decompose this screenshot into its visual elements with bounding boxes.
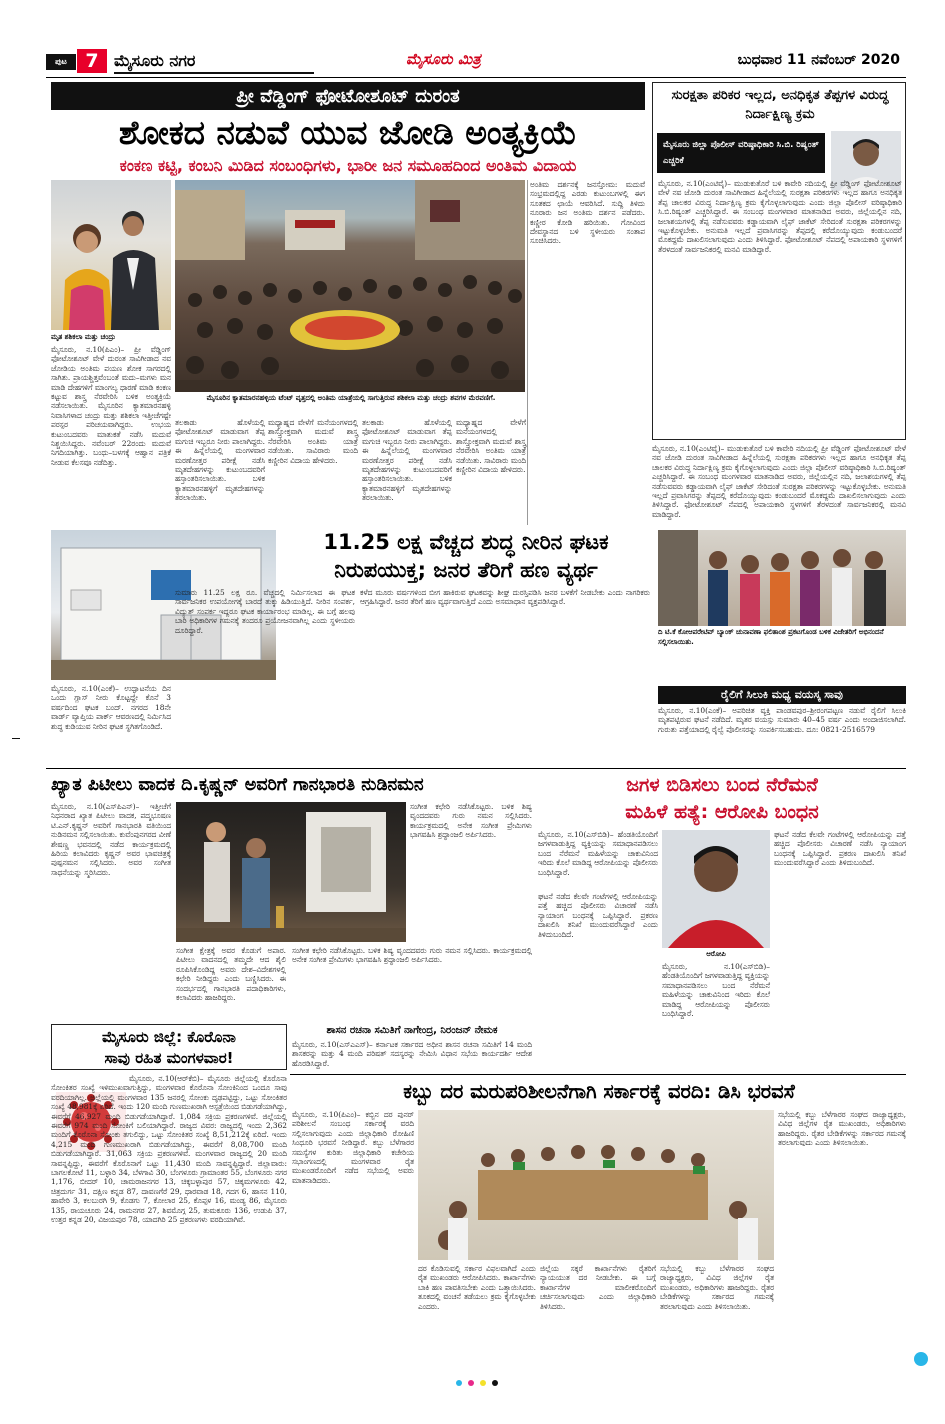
lead-kicker-banner — [51, 82, 645, 110]
officer-banner — [657, 133, 825, 173]
side-box — [652, 82, 906, 440]
crowd-photo — [175, 180, 525, 392]
registration-dot-black — [492, 1380, 498, 1386]
lead-col1: ಮೈಸೂರು, ನ.10(ಪಿಎಂ)– ಪ್ರೀ ವೆಡ್ಡಿಂಗ್ ಫೋಟೋಶೂಟ್ ವೇಳೆ ದುರಂತ ಸಾವಿಗೀಡಾದ ನವ ಜೋಡಿಯ ಅಂತಿಮ ಪಯಣ ಶೋಕ ಸಾಗರದಲ್ಲಿ ಸಾಗಿತು. ಪ್ರಾಯಶ್ಚಿತ್ತವೆಂಬಂತೆ ಮದು–ಮಗಳು ಮನ ಮಾಡಿ ದೇಹಗಳಿಗೆ ಮಾಂಗಲ್ಯ ಧಾರಣೆ ಮಾಡಿ ಕಂಕಣ ಕಟ್ಟುವ ಶಾಸ್ತ್ರ ನೆರವೇರಿಸಿ ಬಳಿಕ ಅಂತ್ಯಕ್ರಿಯೆ ನಡೆಸಲಾಯಿತು. ಮೈಸೂರಿನ ಕ್ಯಾತಮಾರನಹಳ್ಳಿ ನಿವಾಸಿಗಳಾದ ಚಂದ್ರು ಮತ್ತು ಶಶಿಕಲಾ ಇತ್ತೀಚೆಗಷ್ಟೇ ಪರಸ್ಪರ ಪರಿಚಯವಾಗಿದ್ದರು. ಉಭಯ ಕುಟುಂಬದವರು ಮಾತುಕತೆ ನಡೆಸಿ ಮದುವೆ ನಿಶ್ಚಯಿಸಿದ್ದರು. ನವೆಂಬರ್ 22ರಂದು ಮದುವೆ ನಿಗದಿಯಾಗಿತ್ತು. ಬಂಧು–ಬಳಗಕ್ಕೆ ಆಹ್ವಾನ ಪತ್ರಿಕೆ ನೀಡುವ ಕೆಲಸವೂ ನಡೆದಿತ್ತು. — [51, 345, 174, 467]
sugar-col2: ದರ ಕೊಡಿಸುವಲ್ಲಿ ಸರ್ಕಾರ ವಿಫಲವಾಗಿದೆ ಎಂದು ರೈತ ಮುಖಂಡರು ಆರೋಪಿಸಿದರು. ಕಾರ್ಖಾನೆಗಳು ಬಾಕಿ ಹಣ ಪಾವತಿಸಬೇಕು ಎಂದು ಒತ್ತಾಯಿಸಿದರು. ತೂಕದಲ್ಲಿ ವಂಚನೆ ತಡೆಯಲು ಕ್ರಮ ಕೈಗೊಳ್ಳಬೇಕು ಎಂದರು. — [418, 1264, 539, 1311]
music-photo — [176, 802, 406, 942]
music-col4: ಸಂಗೀತ ಕಛೇರಿ ನಡೆಸಿಕೊಟ್ಟರು. ಬಳಿಕ ಶಿಷ್ಯ ವೃಂದದವರು ಗುರು ನಮನ ಸಲ್ಲಿಸಿದರು. ಕಾರ್ಯಕ್ರಮದಲ್ಲಿ ಅನೇಕ ಸಂಗೀತ ಪ್ರೇಮಿಗಳು ಭಾಗವಹಿಸಿ ಶ್ರದ್ಧಾಂಜಲಿ ಅರ್ಪಿಸಿದರು. — [410, 802, 535, 840]
appoint-body: ಮೈಸೂರು, ನ.10(ಎಸ್‌ಎಎಸ್)– ಕರ್ನಾಟಕ ಸರ್ಕಾರದ ಅಧೀನ ಶಾಸನ ರಚನಾ ಸಮಿತಿಗೆ 14 ಮಂದಿ ಶಾಸಕರನ್ನು ಮತ್ತು 4 ಮಂದಿ ಪರಿಷತ್ ಸದಸ್ಯರನ್ನು ನೇಮಿಸಿ ವಿಧಾನ ಸಭೆಯ ಕಾರ್ಯದರ್ಶಿ ಆದೇಶ ಹೊರಡಿಸಿದ್ದಾರೆ. — [292, 1040, 535, 1068]
music-col1: ಮೈಸೂರು, ನ.10(ಎಸ್‌ಪಿಎನ್)– ಇತ್ತೀಚೆಗೆ ನಿಧನರಾದ ಖ್ಯಾತ ಪಿಟೀಲು ವಾದಕ, ಪದ್ಮಭೂಷಣ ಟಿ.ಎನ್.ಕೃಷ್ಣನ್ ಅವರಿಗೆ ಗಾನಭಾರತಿ ವತಿಯಿಂದ ನುಡಿನಮನ ಸಲ್ಲಿಸಲಾಯಿತು. ಕುವೆಂಪುನಗರದ ವೀಣೆ ಶೇಷಣ್ಣ ಭವನದಲ್ಲಿ ನಡೆದ ಕಾರ್ಯಕ್ರಮದಲ್ಲಿ ಹಿರಿಯ ಕಲಾವಿದರು ಕೃಷ್ಣನ್ ಅವರ ಭಾವಚಿತ್ರಕ್ಕೆ ಪುಷ್ಪನಮನ ಸಲ್ಲಿಸಿದರು. ಅವರ ಸಂಗೀತ ಸಾಧನೆಯನ್ನು ಸ್ಮರಿಸಿದರು. — [51, 802, 174, 877]
accused-portrait — [662, 830, 770, 948]
side-body: ಮೈಸೂರು, ನ.10(ಎಂಟಿವೈ)– ಮುಡುಕುತೊರೆ ಬಳಿ ಕಾವೇರಿ ನದಿಯಲ್ಲಿ ಪ್ರೀ ವೆಡ್ಡಿಂಗ್ ಫೋಟೋಶೂಟ್ ವೇಳೆ ನವ ಜೋಡಿ ದುರಂತ ಸಾವಿಗೀಡಾದ ಹಿನ್ನೆಲೆಯಲ್ಲಿ ಸುರಕ್ಷತಾ ಪರಿಕರಗಳು ಇಲ್ಲದ ಹಾಗೂ ಅನಧಿಕೃತ ತೆಪ್ಪ ಚಾಲಕರ ವಿರುದ್ಧ ನಿರ್ದಾಕ್ಷಿಣ್ಯ ಕ್ರಮ ಕೈಗೊಳ್ಳಲಾಗುವುದು ಎಂದು ಜಿಲ್ಲಾ ಪೊಲೀಸ್ ವರಿಷ್ಠಾಧಿಕಾರಿ ಸಿ.ಬಿ.ರಿಷ್ಯಂತ್ ಎಚ್ಚರಿಸಿದ್ದಾರೆ. ಈ ಸಂಬಂಧ ಮಂಗಳವಾರ ಮಾತನಾಡಿದ ಅವರು, ಜಿಲ್ಲೆಯಲ್ಲಿನ ನದಿ, ಜಲಾಶಯಗಳಲ್ಲಿ ತೆಪ್ಪ ನಡೆಸುವವರು ಕಡ್ಡಾಯವಾಗಿ ಲೈಫ್ ಜಾಕೆಟ್ ಸೇರಿದಂತೆ ಸುರಕ್ಷತಾ ಪರಿಕರಗಳನ್ನು ಇಟ್ಟುಕೊಳ್ಳಬೇಕು. ಅನುಮತಿ ಇಲ್ಲದೆ ಪ್ರವಾಸಿಗರನ್ನು ತೆಪ್ಪದಲ್ಲಿ ಕರೆದೊಯ್ಯುವುದು ಕಂಡುಬಂದರೆ ಮೊಕದ್ದಮೆ ದಾಖಲಿಸಲಾಗುವುದು ಎಂದು ತಿಳಿಸಿದ್ದಾರೆ. ಫೋಟೋಶೂಟ್ ನೆಪದಲ್ಲಿ ಅಪಾಯಕಾರಿ ಸ್ಥಳಗಳಿಗೆ ತೆರಳದಂತೆ ಸಾರ್ವಜನಿಕರಲ್ಲಿ ಮನವಿ ಮಾಡಿದ್ದಾರೆ. — [658, 179, 905, 254]
page-label: ಪುಟ — [46, 54, 76, 70]
lead-col-divider — [527, 180, 528, 525]
sugar-headline: ಕಬ್ಬು ದರ ಮರುಪರಿಶೀಲನೆಗಾಗಿ ಸರ್ಕಾರಕ್ಕೆ ವರದಿ: ಡಿಸಿ ಭರವಸೆ — [403, 1080, 795, 1103]
rail-body: ಮೈಸೂರು, ನ.10(ಎಂಕೆ)– ಅಪರಿಚಿತ ವ್ಯಕ್ತಿ ಪಾಂಡವಪುರ–ಶ್ರೀರಂಗಪಟ್ಟಣ ನಡುವೆ ರೈಲಿಗೆ ಸಿಲುಕಿ ಮೃತಪಟ್ಟಿರುವ ಘಟನೆ ನಡೆದಿದೆ. ಮೃತರ ವಯಸ್ಸು ಸುಮಾರು 40–45 ವರ್ಷ ಎಂದು ಅಂದಾಜಿಸಲಾಗಿದೆ. ಗುರುತು ಪತ್ತೆಯಾದಲ್ಲಿ ರೈಲ್ವೆ ಪೊಲೀಸರನ್ನು ಸಂಪರ್ಕಿಸಬಹುದು. ದೂ: 0821-2516579 — [658, 706, 909, 734]
bank-illustration — [658, 530, 906, 626]
lead-col2: ತಲಕಾಡು ಹೊಳೆಯಲ್ಲಿ ಫೋಟೋಶೂಟ್ ಮಾಡುವಾಗ ತೆಪ್ಪ ಮಗುಚಿ ಇಬ್ಬರೂ ನೀರು ಪಾಲಾಗಿದ್ದರು. ಈ ಹಿನ್ನೆಲೆಯಲ್ಲಿ ಮಂಗಳವಾರ ಮರಣೋತ್ತರ ಪರೀಕ್ಷೆ ನಡೆಸಿ ಮೃತದೇಹಗಳನ್ನು ಕುಟುಂಬದವರಿಗೆ ಹಸ್ತಾಂತರಿಸಲಾಯಿತು. ಬಳಿಕ ಕ್ಯಾತಮಾರನಹಳ್ಳಿಗೆ ಮೃತದೇಹಗಳನ್ನು ತರಲಾಯಿತು. — [175, 418, 268, 503]
band-divider-1 — [46, 768, 906, 769]
section-name: ಮೈಸೂರು ನಗರ — [114, 51, 196, 70]
sugar-col4: ಸಭೆಯಲ್ಲಿ ಕಬ್ಬು ಬೆಳೆಗಾರರ ಸಂಘದ ರಾಜ್ಯಾಧ್ಯಕ್ಷರು, ವಿವಿಧ ಜಿಲ್ಲೆಗಳ ರೈತ ಮುಖಂಡರು, ಅಧಿಕಾರಿಗಳು ಹಾಜರಿದ್ದರು. ರೈತರ ಬೇಡಿಕೆಗಳನ್ನು ಸರ್ಕಾರದ ಗಮನಕ್ಕೆ ತರಲಾಗುವುದು ಎಂದು ತಿಳಿಸಲಾಯಿತು. — [660, 1264, 777, 1311]
lead-subhead: ಕಂಕಣ ಕಟ್ಟಿ, ಕಂಬನಿ ಮಿಡಿದ ಸಂಬಂಧಿಗಳು, ಭಾರೀ ಜನ ಸಮೂಹದಿಂದ ಅಂತಿಮ ವಿದಾಯ — [119, 156, 577, 175]
lead-headline: ಶೋಕದ ನಡುವೆ ಯುವ ಜೋಡಿ ಅಂತ್ಯಕ್ರಿಯೆ — [118, 113, 578, 152]
side-below-text: ಮೈಸೂರು, ನ.10(ಎಂಟಿವೈ)– ಮುಡುಕುತೊರೆ ಬಳಿ ಕಾವೇರಿ ನದಿಯಲ್ಲಿ ಪ್ರೀ ವೆಡ್ಡಿಂಗ್ ಫೋಟೋಶೂಟ್ ವೇಳೆ ನವ ಜೋಡಿ ದುರಂತ ಸಾವಿಗೀಡಾದ ಹಿನ್ನೆಲೆಯಲ್ಲಿ ಸುರಕ್ಷತಾ ಪರಿಕರಗಳು ಇಲ್ಲದ ಹಾಗೂ ಅನಧಿಕೃತ ತೆಪ್ಪ ಚಾಲಕರ ವಿರುದ್ಧ ನಿರ್ದಾಕ್ಷಿಣ್ಯ ಕ್ರಮ ಕೈಗೊಳ್ಳಲಾಗುವುದು ಎಂದು ಜಿಲ್ಲಾ ಪೊಲೀಸ್ ವರಿಷ್ಠಾಧಿಕಾರಿ ಸಿ.ಬಿ.ರಿಷ್ಯಂತ್ ಎಚ್ಚರಿಸಿದ್ದಾರೆ. ಈ ಸಂಬಂಧ ಮಂಗಳವಾರ ಮಾತನಾಡಿದ ಅವರು, ಜಿಲ್ಲೆಯಲ್ಲಿನ ನದಿ, ಜಲಾಶಯಗಳಲ್ಲಿ ತೆಪ್ಪ ನಡೆಸುವವರು ಕಡ್ಡಾಯವಾಗಿ ಲೈಫ್ ಜಾಕೆಟ್ ಸೇರಿದಂತೆ ಸುರಕ್ಷತಾ ಪರಿಕರಗಳನ್ನು ಇಟ್ಟುಕೊಳ್ಳಬೇಕು. ಅನುಮತಿ ಇಲ್ಲದೆ ಪ್ರವಾಸಿಗರನ್ನು ತೆಪ್ಪದಲ್ಲಿ ಕರೆದೊಯ್ಯುವುದು ಕಂಡುಬಂದರೆ ಮೊಕದ್ದಮೆ ದಾಖಲಿಸಲಾಗುವುದು ಎಂದು ತಿಳಿಸಿದ್ದಾರೆ. ಫೋಟೋಶೂಟ್ ನೆಪದಲ್ಲಿ ಅಪಾಯಕಾರಿ ಸ್ಥಳಗಳಿಗೆ ತೆರಳದಂತೆ ಸಾರ್ವಜನಿಕರಲ್ಲಿ ಮನವಿ ಮಾಡಿದ್ದಾರೆ. — [652, 444, 909, 519]
section-rule — [114, 72, 314, 74]
covid-headline-line1: ಮೈಸೂರು ಜಿಲ್ಲೆ: ಕೊರೊನಾ — [102, 1028, 236, 1046]
side-headline: ಸುರಕ್ಷತಾ ಪರಿಕರ ಇಲ್ಲದ, ಅನಧಿಕೃತ ತೆಪ್ಪಗಳ ವಿರುದ್ಧ ನಿರ್ದಾಕ್ಷಿಣ್ಯ ಕ್ರಮ — [671, 88, 889, 122]
meeting-illustration — [418, 1110, 774, 1260]
bank-caption: ದಿ ಟಿ.ಕೆ ಕೋಆಪರೇಟಿವ್ ಬ್ಯಾಂಕ್ ಚುನಾವಣಾ ಫಲಿತಾಂಶ ಪ್ರಕಟಗೊಂಡ ಬಳಿಕ ವಿಜೇತರಿಗೆ ಅಭಿನಂದನೆ ಸಲ್ಲಿಸಲಾಯಿತು. — [658, 628, 884, 646]
lead-kicker: ಪ್ರೀ ವೆಡ್ಡಿಂಗ್ ಫೋಟೋಶೂಟ್ ದುರಂತ — [236, 86, 460, 107]
couple-illustration — [51, 180, 171, 330]
murder-col-mid: ಮೈಸೂರು, ನ.10(ಎಸ್‌ಬಿಡಿ)– ಹೆಂಡತಿಯೊಂದಿಗೆ ಜಗಳವಾಡುತ್ತಿದ್ದ ವ್ಯಕ್ತಿಯನ್ನು ಸಮಾಧಾನಪಡಿಸಲು ಬಂದ ನೆರೆಮನೆ ಮಹಿಳೆಯನ್ನು ಚಾಕುವಿನಿಂದ ಇರಿದು ಕೊಲೆ ಮಾಡಿದ್ದ ಆರೋಪಿಯನ್ನು ಪೊಲೀಸರು ಬಂಧಿಸಿದ್ದಾರೆ. — [662, 962, 773, 1019]
music-col3: ಸಂಗೀತ ಕಛೇರಿ ನಡೆಸಿಕೊಟ್ಟರು. ಬಳಿಕ ಶಿಷ್ಯ ವೃಂದದವರು ಗುರು ನಮನ ಸಲ್ಲಿಸಿದರು. ಕಾರ್ಯಕ್ರಮದಲ್ಲಿ ಅನೇಕ ಸಂಗೀತ ಪ್ರೇಮಿಗಳು ಭಾಗವಹಿಸಿ ಶ್ರದ್ಧಾಂಜಲಿ ಅರ್ಪಿಸಿದರು. — [292, 946, 535, 965]
water-headline-line2: ನಿರುಪಯುಕ್ತ; ಜನರ ತೆರಿಗೆ ಹಣ ವ್ಯರ್ಥ — [334, 558, 598, 582]
music-headline: ಖ್ಯಾತ ಪಿಟೀಲು ವಾದಕ ದಿ.ಕೃಷ್ಣನ್ ಅವರಿಗೆ ಗಾನಭಾರತಿ ನುಡಿನಮನ — [51, 775, 424, 795]
registration-dot-magenta — [468, 1380, 474, 1386]
band-divider-2 — [290, 1074, 906, 1075]
accused-caption: ಆರೋಪಿ — [706, 950, 726, 958]
meeting-photo — [418, 1110, 774, 1260]
sugar-col1: ಮೈಸೂರು, ನ.10(ಪಿಎಂ)– ಕಬ್ಬಿನ ದರ ಪುನರ್ ಪರಿಶೀಲನೆ ಸಂಬಂಧ ಸರ್ಕಾರಕ್ಕೆ ವರದಿ ಸಲ್ಲಿಸಲಾಗುವುದು ಎಂದು ಜಿಲ್ಲಾಧಿಕಾರಿ ರೋಹಿಣಿ ಸಿಂಧೂರಿ ಭರವಸೆ ನೀಡಿದ್ದಾರೆ. ಕಬ್ಬು ಬೆಳೆಗಾರರ ಸಮಸ್ಯೆಗಳ ಕುರಿತು ಜಿಲ್ಲಾಧಿಕಾರಿ ಕಚೇರಿಯ ಸಭಾಂಗಣದಲ್ಲಿ ಮಂಗಳವಾರ ರೈತ ಮುಖಂಡರೊಂದಿಗೆ ನಡೆದ ಸಭೆಯಲ್ಲಿ ಅವರು ಮಾತನಾಡಿದರು. — [292, 1110, 417, 1185]
rail-headline-banner — [658, 686, 906, 704]
date: ಬುಧವಾರ 11 ನವೆಂಬರ್ 2020 — [737, 52, 900, 68]
lead-col4: ಅಂತಿಮ ದರ್ಶನಕ್ಕೆ ಜನಸ್ತೋಮ: ಮದುವೆ ಸಂಭ್ರಮದಲ್ಲಿದ್ದ ಎರಡು ಕುಟುಂಬಗಳಲ್ಲಿ ಈಗ ಸೂತಕದ ಛಾಯೆ ಆವರಿಸಿದೆ. ಸುದ್ದಿ ತಿಳಿದು ನೂರಾರು ಜನ ಅಂತಿಮ ದರ್ಶನ ಪಡೆದರು. ಕಣ್ಣೀರ ಕೋಡಿ ಹರಿಯಿತು. ಗೋವಿಂದ ದೇವಸ್ಥಾನದ ಬಳಿ ಸ್ಥಳೀಯರು ಸಂತಾಪ ಸೂಚಿಸಿದರು. — [530, 180, 648, 246]
crowd-caption: ಮೈಸೂರಿನ ಕ್ಯಾತಮಾರನಹಳ್ಳಿಯ ಟೆಂಟ್ ವೃತ್ತದಲ್ಲಿ ಅಂತಿಮ ಯಾತ್ರೆಯಲ್ಲಿ ಸಾಗುತ್ತಿರುವ ಶಶಿಕಲಾ ಮತ್ತು ಚಂದ್ರು ಶವಗಳ ಮೆರವಣಿಗೆ. — [206, 394, 496, 402]
officer-title: ಮೈಸೂರು ಜಿಲ್ಲಾ ಪೊಲೀಸ್ ವರಿಷ್ಠಾಧಿಕಾರಿ ಸಿ.ಬಿ. ರಿಷ್ಯಂತ್ ಎಚ್ಚರಿಕೆ — [663, 140, 819, 166]
lead-col-continued-a: ತಲಕಾಡು ಹೊಳೆಯಲ್ಲಿ ಫೋಟೋಶೂಟ್ ಮಾಡುವಾಗ ತೆಪ್ಪ ಮಗುಚಿ ಇಬ್ಬರೂ ನೀರು ಪಾಲಾಗಿದ್ದರು. ಈ ಹಿನ್ನೆಲೆಯಲ್ಲಿ ಮಂಗಳವಾರ ಮರಣೋತ್ತರ ಪರೀಕ್ಷೆ ನಡೆಸಿ ಮೃತದೇಹಗಳನ್ನು ಕುಟುಂಬದವರಿಗೆ ಹಸ್ತಾಂತರಿಸಲಾಯಿತು. ಬಳಿಕ ಕ್ಯಾತಮಾರನಹಳ್ಳಿಗೆ ಮೃತದೇಹಗಳನ್ನು ತರಲಾಯಿತು. — [362, 418, 455, 503]
lead-col3: ಮಧ್ಯಾಹ್ನದ ವೇಳೆಗೆ ಮನೆಯಂಗಳದಲ್ಲಿ ಶಾಸ್ತ್ರೋಕ್ತವಾಗಿ ಮದುವೆ ಶಾಸ್ತ್ರ ನೆರವೇರಿಸಿ ಅಂತಿಮ ಯಾತ್ರೆ ನಡೆಯಿತು. ಸಾವಿರಾರು ಮಂದಿ ಕಣ್ಣೀರಿನ ವಿದಾಯ ಹೇಳಿದರು. — [268, 418, 361, 465]
sugar-col3: ಜಿಲ್ಲೆಯ ಸಕ್ಕರೆ ಕಾರ್ಖಾನೆಗಳು ರೈತರಿಗೆ ನ್ಯಾಯಯುತ ದರ ನೀಡಬೇಕು. ಈ ಬಗ್ಗೆ ಕಾರ್ಖಾನೆಗಳ ಮಾಲೀಕರೊಂದಿಗೆ ಚರ್ಚಿಸಲಾಗುವುದು ಎಂದು ಜಿಲ್ಲಾಧಿಕಾರಿ ತಿಳಿಸಿದರು. — [540, 1264, 659, 1311]
rail-headline: ರೈಲಿಗೆ ಸಿಲುಕಿ ಮಧ್ಯ ವಯಸ್ಕ ಸಾವು — [721, 688, 843, 701]
covid-headline-box — [51, 1024, 287, 1070]
water-body-left: ಮೈಸೂರು, ನ.10(ಎಂಕೆ)– ಉದ್ಘಾಟನೆಯ ದಿನ ಒಂದು ಗ್ಲಾಸ್ ನೀರು ಕೊಟ್ಟದ್ದೇ ಕೊನೆ 3 ವರ್ಷದಿಂದ ಘಟಕ ಬಂದ್. ನಗರದ 18ನೇ ವಾರ್ಡ್ ವ್ಯಾಪ್ತಿಯ ಪಾರ್ಕ್ ಆವರಣದಲ್ಲಿ ನಿರ್ಮಿಸಿದ ಶುದ್ಧ ಕುಡಿಯುವ ನೀರಿನ ಘಟಕ ಸ್ಥಗಿತಗೊಂಡಿದೆ. — [51, 684, 174, 731]
music-illustration — [176, 802, 406, 942]
page-number: 7 — [77, 49, 107, 73]
water-headline-line1: 11.25 ಲಕ್ಷ ವೆಚ್ಚದ ಶುದ್ಧ ನೀರಿನ ಘಟಕ — [323, 530, 609, 554]
bank-photo — [658, 530, 906, 626]
covid-headline-line2: ಸಾವು ರಹಿತ ಮಂಗಳವಾರ! — [104, 1049, 234, 1067]
crowd-illustration — [175, 180, 525, 392]
covid-body: ಮೈಸೂರು, ನ.10(ಆರ್‌ಕೆಬಿ)– ಮೈಸೂರು ಜಿಲ್ಲೆಯಲ್ಲಿ ಕೊರೊನಾ ಸೋಂಕಿತರ ಸಂಖ್ಯೆ ಇಳಿಮುಖವಾಗುತ್ತಿದ್ದು, ಮಂಗಳವಾರ ಕೊರೊನಾ ಸೋಂಕಿನಿಂದ ಒಂದೂ ಸಾವು ವರದಿಯಾಗಿಲ್ಲ. ಜಿಲ್ಲೆಯಲ್ಲಿ ಮಂಗಳವಾರ 135 ಜನರಲ್ಲಿ ಸೋಂಕು ದೃಢಪಟ್ಟಿದ್ದು, ಒಟ್ಟು ಸೋಂಕಿತರ ಸಂಖ್ಯೆ 48,981ಕ್ಕೆ ಏರಿದೆ. ಇಂದು 120 ಮಂದಿ ಗುಣಮುಖರಾಗಿ ಆಸ್ಪತ್ರೆಯಿಂದ ಬಿಡುಗಡೆಯಾಗಿದ್ದು, ಈವರೆಗೆ 46,927 ಮಂದಿ ಬಿಡುಗಡೆಯಾಗಿದ್ದಾರೆ. 1,084 ಸಕ್ರಿಯ ಪ್ರಕರಣಗಳಿವೆ. ಜಿಲ್ಲೆಯಲ್ಲಿ ಈವರೆಗೆ 974 ಮಂದಿ ಸೋಂಕಿಗೆ ಬಲಿಯಾಗಿದ್ದಾರೆ. ರಾಜ್ಯದ ವಿವರ: ರಾಜ್ಯದಲ್ಲಿ ಇಂದು 2,362 ಮಂದಿಗೆ ಕೊರೊನಾ ಸೋಂಕು ತಗುಲಿದ್ದು, ಒಟ್ಟು ಸೋಂಕಿತರ ಸಂಖ್ಯೆ 8,51,212ಕ್ಕೆ ಏರಿದೆ. ಇಂದು 4,215 ಮಂದಿ ಗುಣಮುಖರಾಗಿ ಬಿಡುಗಡೆಯಾಗಿದ್ದು, ಈವರೆಗೆ 8,08,700 ಮಂದಿ ಬಿಡುಗಡೆಯಾಗಿದ್ದಾರೆ. 31,063 ಸಕ್ರಿಯ ಪ್ರಕರಣಗಳಿವೆ. ಮಂಗಳವಾರ ರಾಜ್ಯದಲ್ಲಿ 20 ಮಂದಿ ಸಾವನ್ನಪ್ಪಿದ್ದು, ಈವರೆಗೆ ಕೊರೊನಾಗೆ ಒಟ್ಟು 11,430 ಮಂದಿ ಸಾವನ್ನಪ್ಪಿದ್ದಾರೆ. ಜಿಲ್ಲಾವಾರು: ಬಾಗಲಕೋಟೆ 11, ಬಳ್ಳಾರಿ 34, ಬೆಳಗಾವಿ 30, ಬೆಂಗಳೂರು ಗ್ರಾಮಾಂತರ 55, ಬೆಂಗಳೂರು ನಗರ 1,176, ಬೀದರ್ 10, ಚಾಮರಾಜನಗರ 13, ಚಿಕ್ಕಬಳ್ಳಾಪುರ 57, ಚಿಕ್ಕಮಗಳೂರು 42, ಚಿತ್ರದುರ್ಗ 31, ದಕ್ಷಿಣ ಕನ್ನಡ 87, ದಾವಣಗೆರೆ 29, ಧಾರವಾಡ 18, ಗದಗ 6, ಹಾಸನ 110, ಹಾವೇರಿ 3, ಕಲಬುರಗಿ 9, ಕೊಡಗು 7, ಕೋಲಾರ 25, ಕೊಪ್ಪಳ 16, ಮಂಡ್ಯ 86, ಮೈಸೂರು 135, ರಾಯಚೂರು 24, ರಾಮನಗರ 27, ಶಿವಮೊಗ್ಗ 25, ತುಮಕೂರು 136, ಉಡುಪಿ 37, ಉತ್ತರ ಕನ್ನಡ 20, ವಿಜಯಪುರ 78, ಯಾದಗಿರಿ 25 ಪ್ರಕರಣಗಳು ವರದಿಯಾಗಿವೆ. — [51, 1074, 290, 1225]
couple-photo — [51, 180, 171, 330]
registration-dot-cyan — [456, 1380, 462, 1386]
crop-mark-right — [914, 1352, 928, 1366]
crop-mark-left — [12, 738, 20, 739]
murder-col1: ಮೈಸೂರು, ನ.10(ಎಸ್‌ಬಿಡಿ)– ಹೆಂಡತಿಯೊಂದಿಗೆ ಜಗಳವಾಡುತ್ತಿದ್ದ ವ್ಯಕ್ತಿಯನ್ನು ಸಮಾಧಾನಪಡಿಸಲು ಬಂದ ನೆರೆಮನೆ ಮಹಿಳೆಯನ್ನು ಚಾಕುವಿನಿಂದ ಇರಿದು ಕೊಲೆ ಮಾಡಿದ್ದ ಆರೋಪಿಯನ್ನು ಪೊಲೀಸರು ಬಂಧಿಸಿದ್ದಾರೆ. — [538, 830, 661, 877]
header-divider — [46, 77, 906, 78]
murder-headline-line1: ಜಗಳ ಬಿಡಿಸಲು ಬಂದ ನೆರೆಮನೆ — [626, 774, 818, 796]
water-body-mid: ಸುಮಾರು 11.25 ಲಕ್ಷ ರೂ. ವೆಚ್ಚದಲ್ಲಿ ನಿರ್ಮಿಸಲಾದ ಈ ಘಟಕ ಸಾರ್ವಜನಿಕರ ಉಪಯೋಗಕ್ಕೆ ಬಾರದೆ ತುಕ್ಕು ಹಿಡಿಯುತ್ತಿದೆ. ನೀರಿನ ಸಂಪರ್ಕ, ವಿದ್ಯುತ್ ಸಂಪರ್ಕ ಇದ್ದರೂ ಘಟಕ ಕಾರ್ಯಾರಂಭ ಮಾಡಿಲ್ಲ. ಈ ಬಗ್ಗೆ ಹಲವು ಬಾರಿ ಅಧಿಕಾರಿಗಳ ಗಮನಕ್ಕೆ ತಂದರೂ ಪ್ರಯೋಜನವಾಗಿಲ್ಲ ಎಂದು ಸ್ಥಳೀಯರು ದೂರಿದ್ದಾರೆ. — [175, 588, 358, 635]
accused-photo — [662, 830, 770, 948]
water-body-right: ಕಳೆದ ಮೂರು ವರ್ಷಗಳಿಂದ ಬೀಗ ಹಾಕಿರುವ ಘಟಕವನ್ನು ಶೀಘ್ರ ದುರಸ್ತಿಪಡಿಸಿ ಜನರ ಬಳಕೆಗೆ ನೀಡಬೇಕು ಎಂದು ನಾಗರಿಕರು ಆಗ್ರಹಿಸಿದ್ದಾರೆ. ಜನರ ತೆರಿಗೆ ಹಣ ವ್ಯರ್ಥವಾಗುತ್ತಿದೆ ಎಂದು ಅಸಮಾಧಾನ ವ್ಯಕ್ತಪಡಿಸಿದ್ದಾರೆ. — [360, 588, 653, 607]
couple-caption: ಮೃತ ಶಶಿಕಲಾ ಮತ್ತು ಚಂದ್ರು — [51, 333, 116, 341]
page-header — [46, 46, 906, 76]
murder-col1-continued: ಘಟನೆ ನಡೆದ ಕೆಲವೇ ಗಂಟೆಗಳಲ್ಲಿ ಆರೋಪಿಯನ್ನು ಪತ್ತೆ ಹಚ್ಚಿದ ಪೊಲೀಸರು ವಿಚಾರಣೆ ನಡೆಸಿ ನ್ಯಾಯಾಂಗ ಬಂಧನಕ್ಕೆ ಒಪ್ಪಿಸಿದ್ದಾರೆ. ಪ್ರಕರಣ ದಾಖಲಿಸಿ ತನಿಖೆ ಮುಂದುವರೆಸಿದ್ದಾರೆ ಎಂದು ತಿಳಿದುಬಂದಿದೆ. — [538, 892, 661, 939]
registration-dot-yellow — [480, 1380, 486, 1386]
lead-col-continued-b: ಮಧ್ಯಾಹ್ನದ ವೇಳೆಗೆ ಮನೆಯಂಗಳದಲ್ಲಿ ಶಾಸ್ತ್ರೋಕ್ತವಾಗಿ ಮದುವೆ ಶಾಸ್ತ್ರ ನೆರವೇರಿಸಿ ಅಂತಿಮ ಯಾತ್ರೆ ನಡೆಯಿತು. ಸಾವಿರಾರು ಮಂದಿ ಕಣ್ಣೀರಿನ ವಿದಾಯ ಹೇಳಿದರು. — [456, 418, 526, 475]
masthead: ಮೈಸೂರು ಮಿತ್ರ — [406, 50, 481, 68]
sugar-col5: ಸಭೆಯಲ್ಲಿ ಕಬ್ಬು ಬೆಳೆಗಾರರ ಸಂಘದ ರಾಜ್ಯಾಧ್ಯಕ್ಷರು, ವಿವಿಧ ಜಿಲ್ಲೆಗಳ ರೈತ ಮುಖಂಡರು, ಅಧಿಕಾರಿಗಳು ಹಾಜರಿದ್ದರು. ರೈತರ ಬೇಡಿಕೆಗಳನ್ನು ಸರ್ಕಾರದ ಗಮನಕ್ಕೆ ತರಲಾಗುವುದು ಎಂದು ತಿಳಿಸಲಾಯಿತು. — [778, 1110, 909, 1148]
music-col2: ಸಂಗೀತ ಕ್ಷೇತ್ರಕ್ಕೆ ಅವರ ಕೊಡುಗೆ ಅಪಾರ. ಪಿಟೀಲು ವಾದನದಲ್ಲಿ ತಮ್ಮದೇ ಆದ ಶೈಲಿ ರೂಪಿಸಿಕೊಂಡಿದ್ದ ಅವರು ದೇಶ–ವಿದೇಶಗಳಲ್ಲಿ ಕಛೇರಿ ನೀಡಿದ್ದರು ಎಂದು ಬಣ್ಣಿಸಿದರು. ಈ ಸಂದರ್ಭದಲ್ಲಿ ಗಾನಭಾರತಿ ಪದಾಧಿಕಾರಿಗಳು, ಕಲಾವಿದರು ಹಾಜರಿದ್ದರು. — [176, 946, 289, 1003]
murder-col2: ಘಟನೆ ನಡೆದ ಕೆಲವೇ ಗಂಟೆಗಳಲ್ಲಿ ಆರೋಪಿಯನ್ನು ಪತ್ತೆ ಹಚ್ಚಿದ ಪೊಲೀಸರು ವಿಚಾರಣೆ ನಡೆಸಿ ನ್ಯಾಯಾಂಗ ಬಂಧನಕ್ಕೆ ಒಪ್ಪಿಸಿದ್ದಾರೆ. ಪ್ರಕರಣ ದಾಖಲಿಸಿ ತನಿಖೆ ಮುಂದುವರೆಸಿದ್ದಾರೆ ಎಂದು ತಿಳಿದುಬಂದಿದೆ. — [774, 830, 909, 868]
murder-headline-line2: ಮಹಿಳೆ ಹತ್ಯೆ: ಆರೋಪಿ ಬಂಧನ — [625, 801, 819, 823]
appoint-headline: ಶಾಸನ ರಚನಾ ಸಮಿತಿಗೆ ನಾಗೇಂದ್ರ, ನಿರಂಜನ್ ನೇಮಕ — [326, 1025, 498, 1036]
